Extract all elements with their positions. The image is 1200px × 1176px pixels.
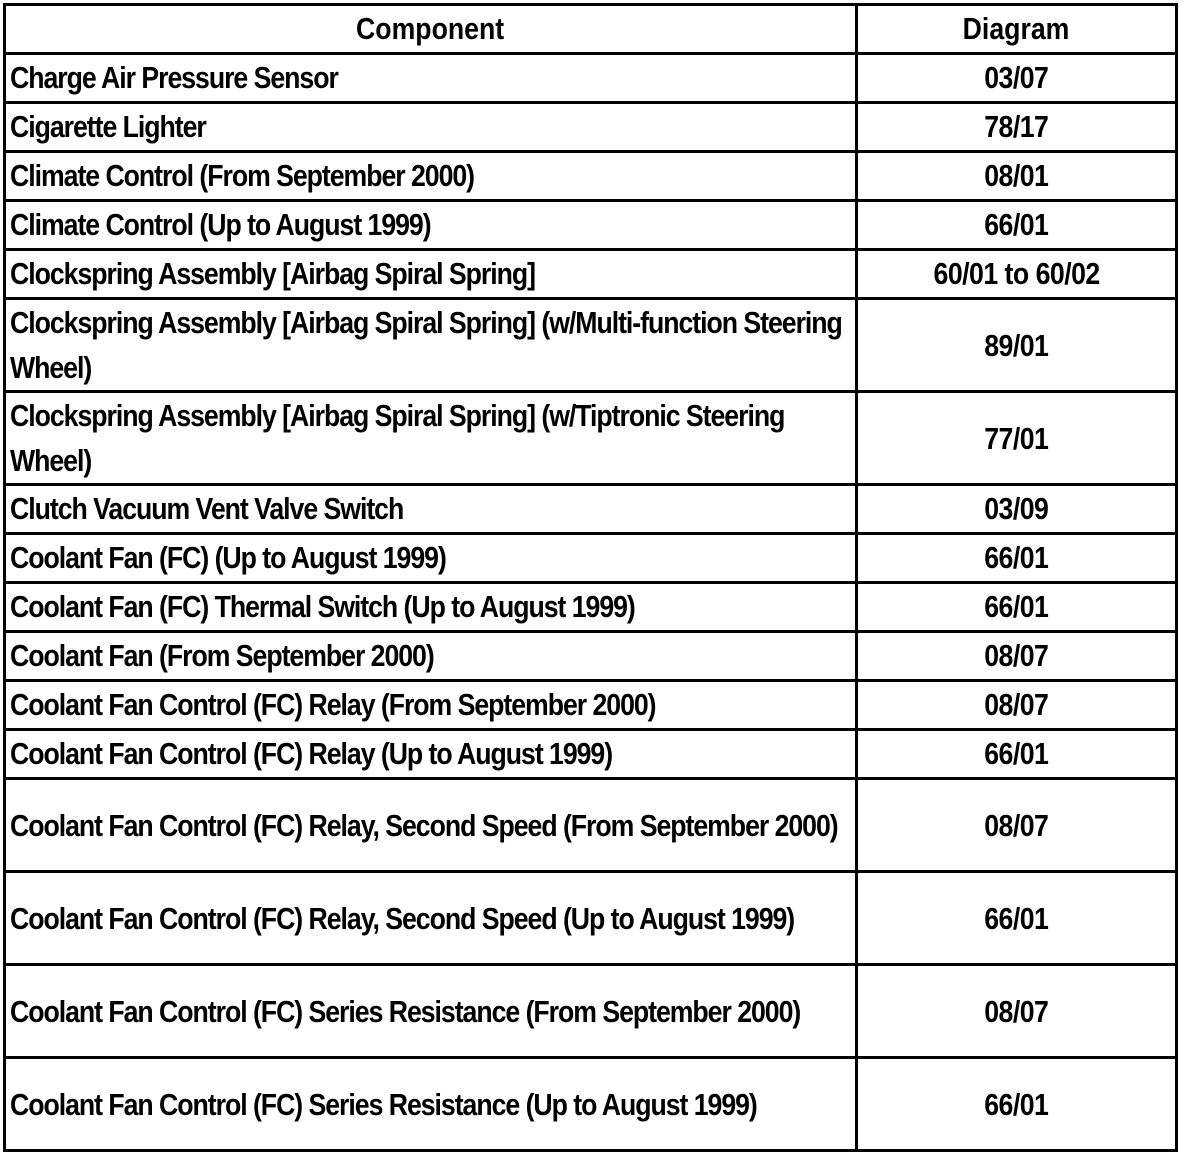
- component-text: Cigarette Lighter: [10, 109, 206, 144]
- table-row: [5, 965, 1177, 1058]
- table-row: [5, 1058, 1177, 1151]
- table-row: [5, 54, 1177, 103]
- table-row: [5, 103, 1177, 152]
- component-cell: [5, 54, 857, 103]
- component-cell: [5, 201, 857, 250]
- component-text: Coolant Fan Control (FC) Relay (From September 2000): [10, 687, 656, 722]
- diagram-cell: [857, 632, 1177, 681]
- diagram-text: 77/01: [984, 420, 1049, 456]
- component-text: Charge Air Pressure Sensor: [10, 60, 338, 95]
- component-text: Coolant Fan (From September 2000): [10, 638, 434, 673]
- diagram-column-header: [857, 5, 1177, 54]
- diagram-text: 89/01: [984, 327, 1049, 363]
- component-cell: [5, 152, 857, 201]
- diagram-cell: [857, 965, 1177, 1058]
- component-text: Climate Control (From September 2000): [10, 158, 475, 193]
- diagram-cell: [857, 485, 1177, 534]
- component-text: Climate Control (Up to August 1999): [10, 207, 431, 242]
- component-text: Coolant Fan Control (FC) Relay, Second Speed (From September 2000): [10, 807, 838, 843]
- diagram-header-label: Diagram: [963, 11, 1070, 46]
- diagram-text: 08/01: [984, 158, 1049, 193]
- component-cell: [5, 392, 857, 485]
- diagram-cell: [857, 392, 1177, 485]
- component-header-label: Component: [356, 11, 505, 46]
- table-row: [5, 485, 1177, 534]
- diagram-text: 03/09: [984, 491, 1049, 526]
- component-cell: [5, 485, 857, 534]
- component-text: Coolant Fan Control (FC) Series Resistance (From September 2000): [10, 993, 801, 1029]
- table-row: [5, 299, 1177, 392]
- table-header-row: [5, 5, 1177, 54]
- table-row: [5, 152, 1177, 201]
- component-text: Coolant Fan Control (FC) Series Resistance (Up to August 1999): [10, 1086, 757, 1122]
- diagram-text: 78/17: [984, 109, 1049, 144]
- diagram-text: 66/01: [984, 589, 1049, 624]
- diagram-text: 03/07: [984, 60, 1049, 95]
- diagram-cell: [857, 250, 1177, 299]
- component-cell: [5, 534, 857, 583]
- component-cell: [5, 250, 857, 299]
- diagram-cell: [857, 1058, 1177, 1151]
- diagram-cell: [857, 152, 1177, 201]
- component-text: Clockspring Assembly [Airbag Spiral Spring] (w/Multi-function Steering Wheel): [10, 305, 842, 385]
- diagram-cell: [857, 299, 1177, 392]
- table-row: [5, 681, 1177, 730]
- component-text: Coolant Fan (FC) (Up to August 1999): [10, 540, 446, 575]
- diagram-text: 08/07: [984, 638, 1049, 673]
- diagram-text: 66/01: [984, 207, 1049, 242]
- diagram-text: 08/07: [984, 993, 1049, 1029]
- component-column-header: [5, 5, 857, 54]
- component-cell: [5, 965, 857, 1058]
- table-row: [5, 583, 1177, 632]
- diagram-text: 66/01: [984, 1086, 1049, 1122]
- diagram-text: 08/07: [984, 807, 1049, 843]
- table-row: [5, 730, 1177, 779]
- diagram-cell: [857, 872, 1177, 965]
- table-row: [5, 392, 1177, 485]
- component-text: Clutch Vacuum Vent Valve Switch: [10, 491, 404, 526]
- table-row: [5, 201, 1177, 250]
- table-row: [5, 872, 1177, 965]
- component-cell: [5, 1058, 857, 1151]
- diagram-cell: [857, 730, 1177, 779]
- component-diagram-table: [3, 3, 1178, 1152]
- component-text: Coolant Fan Control (FC) Relay, Second Speed (Up to August 1999): [10, 900, 795, 936]
- diagram-text: 66/01: [984, 900, 1049, 936]
- diagram-text: 66/01: [984, 736, 1049, 771]
- component-cell: [5, 583, 857, 632]
- component-diagram-table-wrapper: [3, 3, 1178, 1152]
- diagram-cell: [857, 681, 1177, 730]
- diagram-cell: [857, 779, 1177, 872]
- component-cell: [5, 299, 857, 392]
- table-row: [5, 250, 1177, 299]
- diagram-cell: [857, 534, 1177, 583]
- diagram-cell: [857, 103, 1177, 152]
- component-cell: [5, 103, 857, 152]
- component-text: Clockspring Assembly [Airbag Spiral Spring] (w/Tiptronic Steering Wheel): [10, 398, 785, 478]
- diagram-text: 66/01: [984, 540, 1049, 575]
- component-text: Coolant Fan (FC) Thermal Switch (Up to August 1999): [10, 589, 635, 624]
- component-cell: [5, 632, 857, 681]
- component-cell: [5, 730, 857, 779]
- diagram-text: 60/01 to 60/02: [933, 256, 1100, 291]
- diagram-cell: [857, 583, 1177, 632]
- diagram-cell: [857, 201, 1177, 250]
- table-row: [5, 779, 1177, 872]
- diagram-cell: [857, 54, 1177, 103]
- component-text: Coolant Fan Control (FC) Relay (Up to August 1999): [10, 736, 613, 771]
- component-cell: [5, 872, 857, 965]
- table-row: [5, 632, 1177, 681]
- diagram-text: 08/07: [984, 687, 1049, 722]
- component-cell: [5, 779, 857, 872]
- table-row: [5, 534, 1177, 583]
- component-text: Clockspring Assembly [Airbag Spiral Spring]: [10, 256, 535, 291]
- component-cell: [5, 681, 857, 730]
